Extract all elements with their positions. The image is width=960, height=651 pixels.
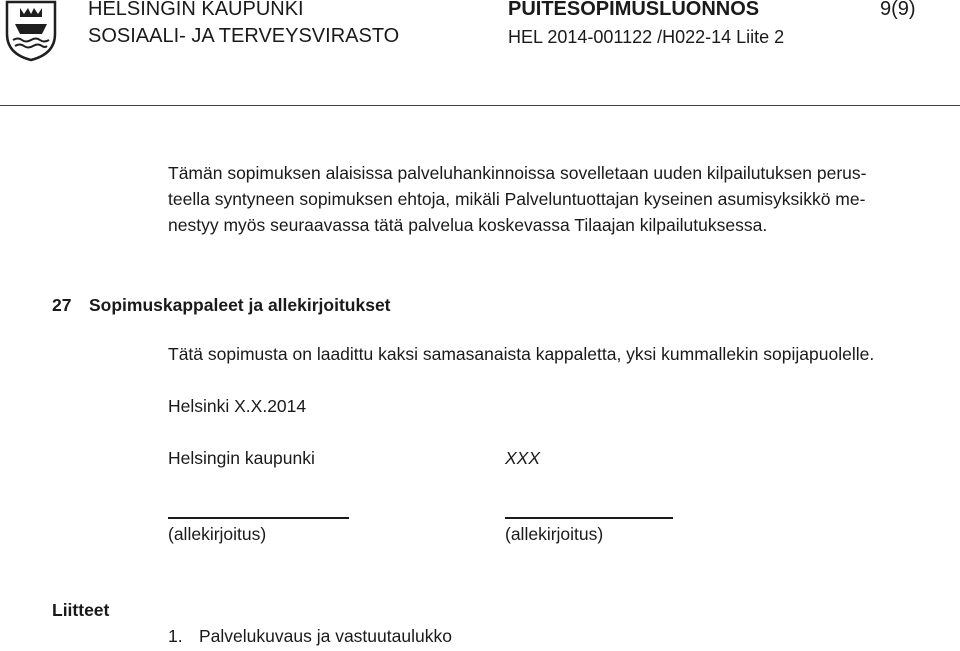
- paragraph-line: teella syntyneen sopimuksen ehtoja, mikäli Palveluntuottajan kyseinen asumisyksikkö me-: [168, 189, 866, 209]
- body-paragraph: [168, 160, 958, 238]
- header-divider: [0, 105, 960, 106]
- attachments-heading: Liitteet: [52, 600, 110, 620]
- paragraph-line: Tämän sopimuksen alaisissa palveluhankinnoissa sovelletaan uuden kilpailutuksen perus-: [168, 163, 867, 183]
- organization-name: HELSINGIN KAUPUNKI: [88, 0, 304, 20]
- section-number: 27: [52, 295, 72, 315]
- page-number: 9(9): [880, 0, 916, 20]
- signatory-party-2: XXX: [505, 448, 541, 468]
- attachment-number: 1.: [168, 626, 183, 646]
- place-and-date: Helsinki X.X.2014: [168, 396, 307, 416]
- signature-label-2: (allekirjoitus): [505, 524, 604, 544]
- document-title: PUITESOPIMUSLUONNOS: [508, 0, 760, 20]
- signature-label-1: (allekirjoitus): [168, 524, 267, 544]
- helsinki-coat-of-arms-icon: [4, 0, 58, 62]
- paragraph-line: nestyy myös seuraavassa tätä palvelua koskevassa Tilaajan kilpailutuksessa.: [168, 215, 768, 235]
- copies-statement: Tätä sopimusta on laadittu kaksi samasanaista kappaletta, yksi kummallekin sopijapuolelle.: [168, 344, 875, 364]
- signature-line-2: [505, 517, 673, 519]
- document-reference: HEL 2014-001122 /H022-14 Liite 2: [508, 27, 785, 47]
- signature-line-1: [168, 517, 349, 519]
- department-name: SOSIAALI- JA TERVEYSVIRASTO: [88, 25, 400, 47]
- section-title: Sopimuskappaleet ja allekirjoitukset: [89, 295, 391, 315]
- signatory-party-1: Helsingin kaupunki: [168, 448, 315, 468]
- attachment-title: Palvelukuvaus ja vastuutaulukko: [199, 626, 452, 646]
